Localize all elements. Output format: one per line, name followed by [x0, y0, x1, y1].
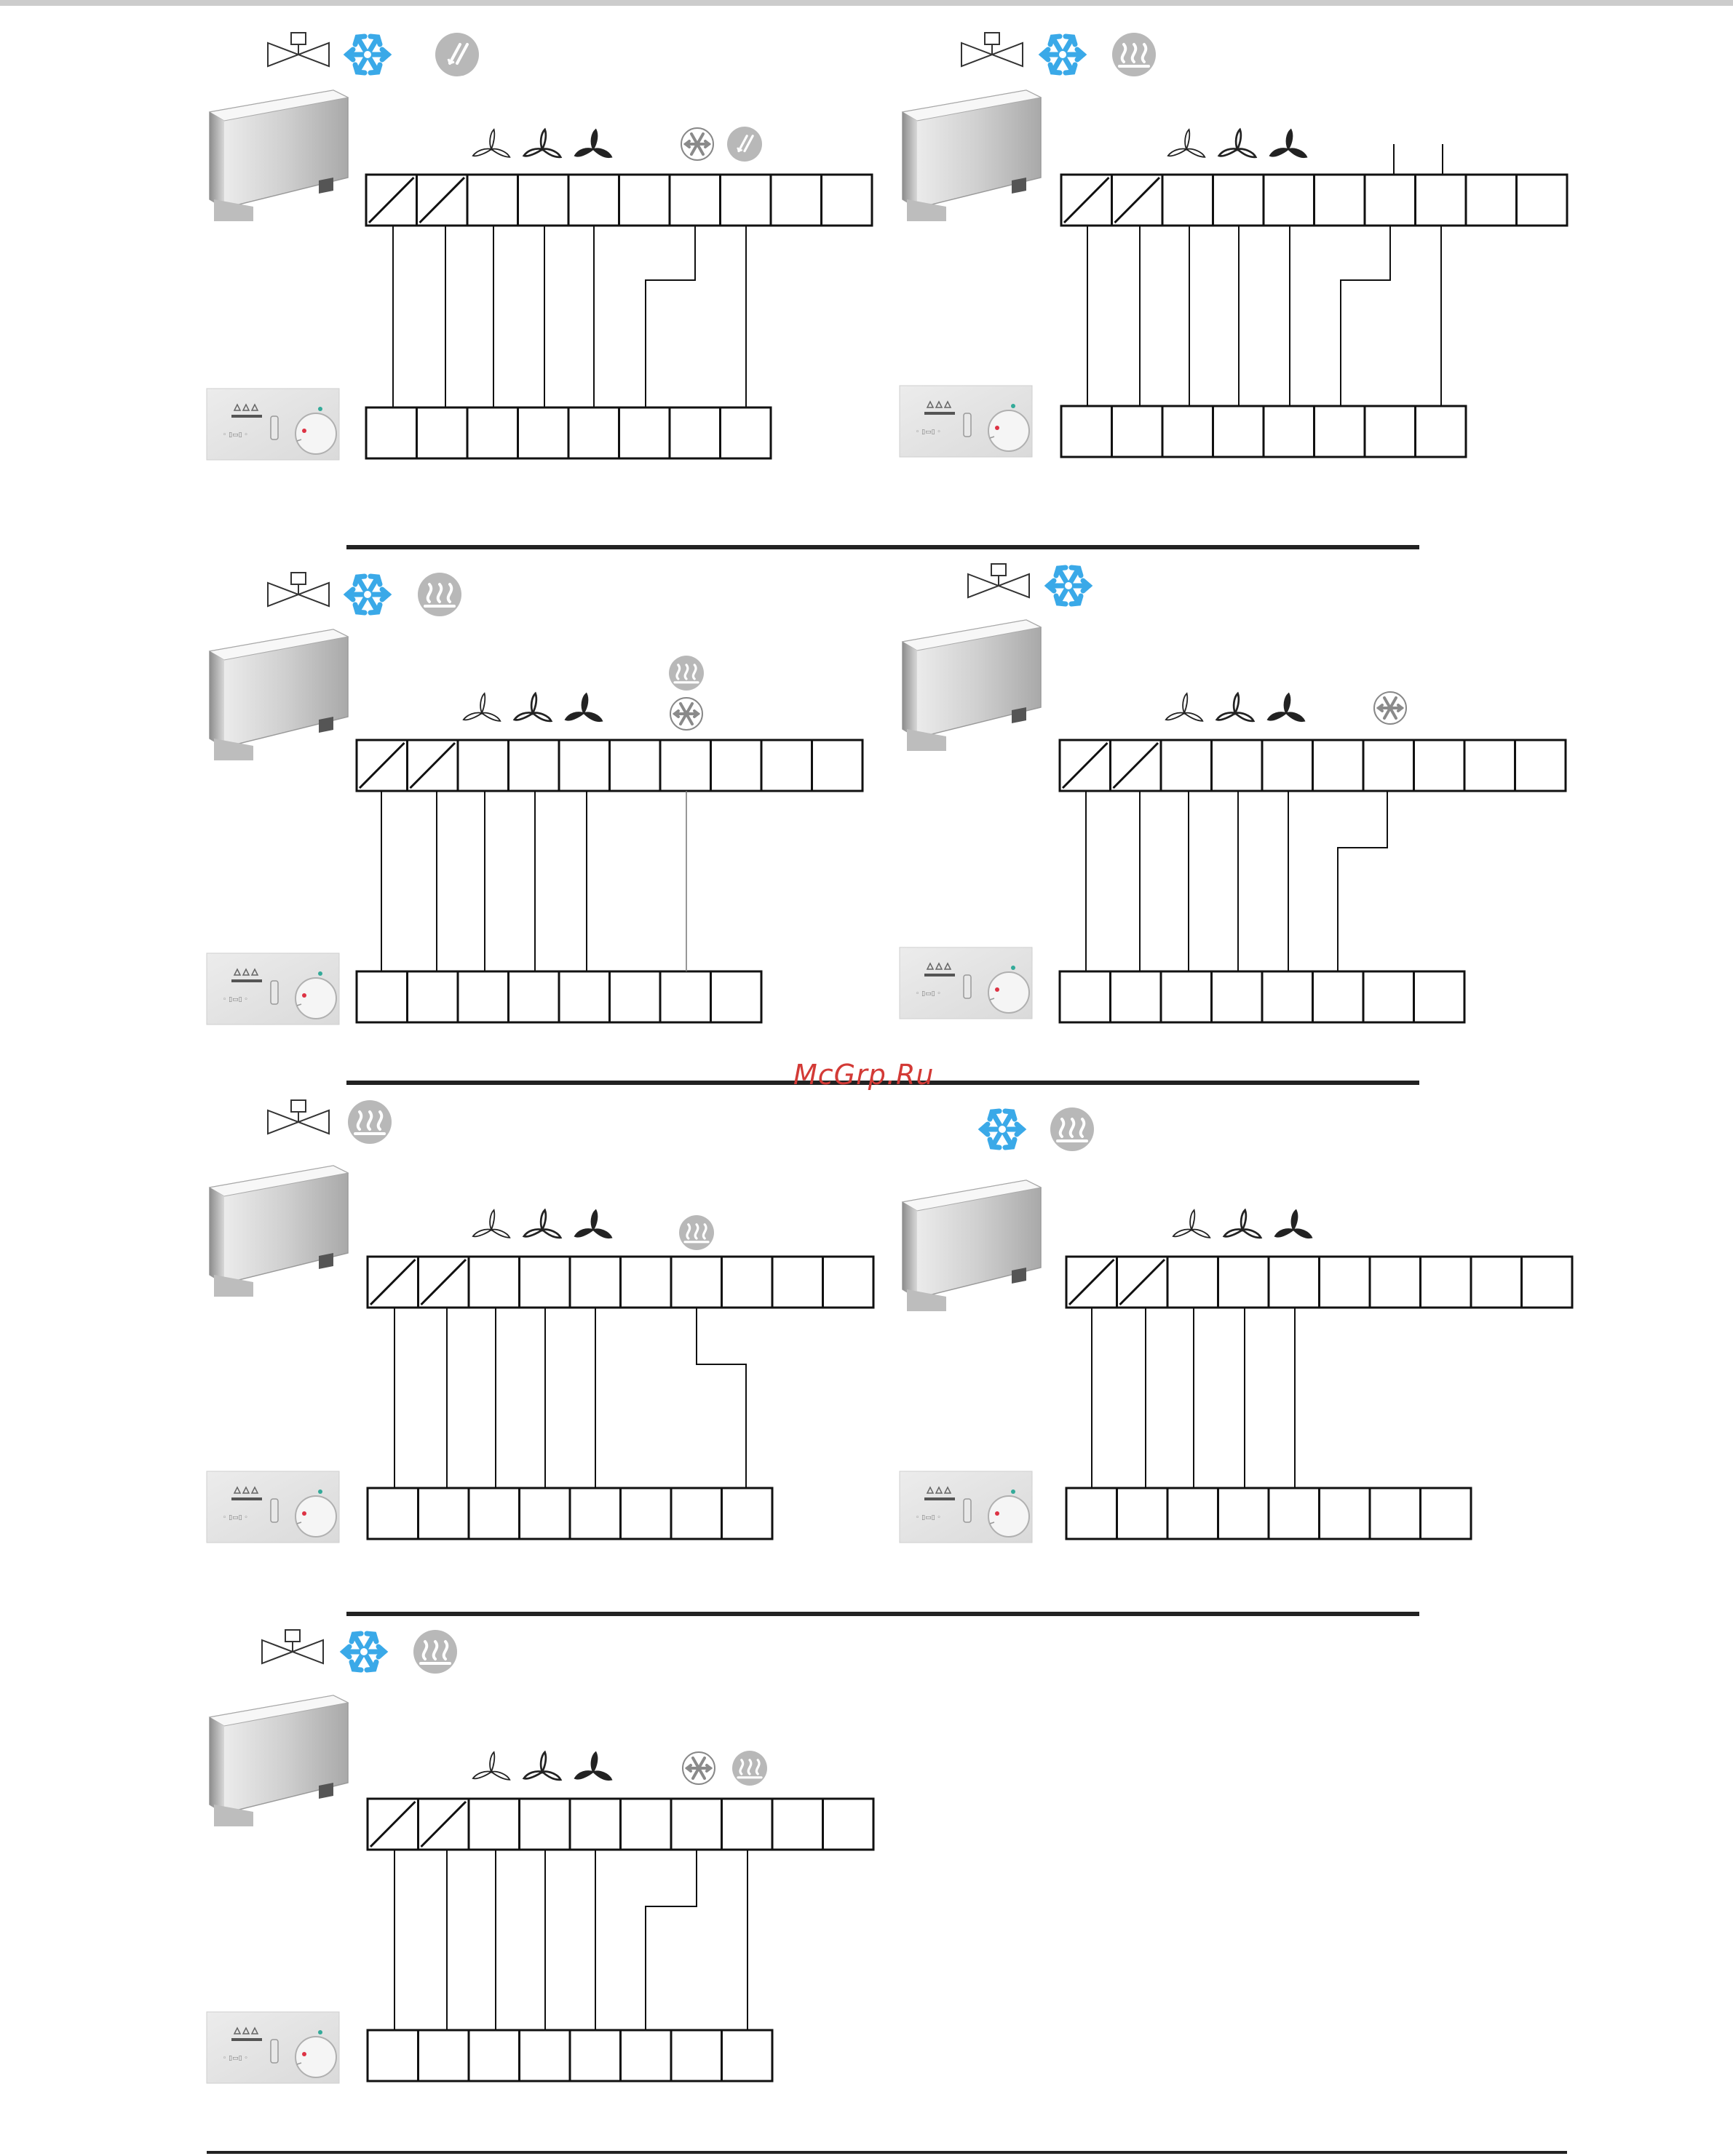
- terminal-bottom: [458, 971, 509, 1022]
- terminal-bottom: [711, 971, 762, 1022]
- fan-coil-unit-image: [903, 90, 1041, 221]
- terminal-bottom: [621, 2030, 672, 2081]
- snowflake-icon: [347, 576, 388, 613]
- heating-coil-icon: [1112, 33, 1156, 76]
- terminal-top: [1161, 740, 1212, 791]
- wire: [697, 1308, 746, 1488]
- terminal-bottom: [1416, 406, 1467, 457]
- terminal-block-top: [1060, 740, 1566, 791]
- terminal-top: [469, 1799, 520, 1850]
- terminal-bottom: [660, 971, 711, 1022]
- terminal-bottom: [467, 407, 518, 458]
- terminal-bottom: [1421, 1488, 1472, 1539]
- terminal-bottom: [518, 407, 569, 458]
- terminal-bottom: [570, 2030, 621, 2081]
- terminal-bottom: [671, 1488, 722, 1539]
- terminal-top: [660, 740, 711, 791]
- terminal-bottom: [610, 971, 661, 1022]
- terminal-bottom: [469, 1488, 520, 1539]
- terminal-block-bottom: [366, 407, 771, 458]
- fan-coil-unit-image: [903, 1180, 1041, 1311]
- valve-icon: [268, 33, 329, 66]
- terminal-top: [1212, 740, 1263, 791]
- valve-icon: [268, 1100, 329, 1134]
- terminal-bottom: [520, 1488, 571, 1539]
- terminal-bottom: [1112, 406, 1163, 457]
- terminal-top: [1522, 1257, 1573, 1308]
- terminal-bottom: [619, 407, 670, 458]
- terminal-top: [1370, 1257, 1421, 1308]
- wiring-diagram-d4: [900, 564, 1566, 1022]
- terminal-top: [1421, 1257, 1472, 1308]
- heating-coil-icon: [348, 1100, 392, 1144]
- terminal-bottom: [357, 971, 408, 1022]
- terminal-top: [711, 740, 762, 791]
- terminal-bottom: [722, 2030, 773, 2081]
- thermostat-panel-image: [207, 953, 339, 1025]
- terminal-top: [621, 1257, 672, 1308]
- terminal-bottom: [559, 971, 610, 1022]
- fan-speed-3-icon: [566, 693, 602, 721]
- terminal-top: [1262, 740, 1313, 791]
- terminal-bottom: [1262, 971, 1313, 1022]
- heating-coil-icon: [679, 1215, 714, 1250]
- snowflake-icon: [982, 1111, 1023, 1147]
- thermostat-panel-image: [900, 386, 1032, 457]
- fan-speed-1-icon: [1166, 693, 1202, 721]
- terminal-bottom: [671, 2030, 722, 2081]
- electric-heater-icon: [727, 127, 762, 162]
- wiring-diagram-d5: [207, 1100, 873, 1543]
- terminal-bottom: [368, 2030, 419, 2081]
- terminal-bottom: [1320, 1488, 1371, 1539]
- terminal-top: [621, 1799, 672, 1850]
- valve-icon: [262, 1630, 323, 1663]
- fan-speed-2-icon: [524, 130, 560, 157]
- wiring-diagram-d1: [207, 33, 872, 460]
- terminal-bottom: [670, 407, 721, 458]
- terminal-bottom: [520, 2030, 571, 2081]
- snowflake-grey-icon: [1374, 692, 1406, 724]
- fan-speed-2-icon: [524, 1752, 560, 1780]
- terminal-top: [1269, 1257, 1320, 1308]
- fan-speed-2-icon: [515, 693, 551, 721]
- terminal-block-top: [357, 740, 862, 791]
- terminal-bottom: [1162, 406, 1213, 457]
- snowflake-grey-icon: [683, 1752, 715, 1784]
- wire: [646, 226, 695, 407]
- terminal-top: [559, 740, 610, 791]
- wiring-diagrams-page: ◦ ▯▭▯ ◦: [0, 0, 1733, 2156]
- terminal-bottom: [621, 1488, 672, 1539]
- heating-coil-icon: [669, 656, 704, 691]
- terminal-bottom: [419, 1488, 469, 1539]
- terminal-bottom: [1117, 1488, 1168, 1539]
- terminal-bottom: [1218, 1488, 1269, 1539]
- terminal-top: [1167, 1257, 1218, 1308]
- terminal-bottom: [1213, 406, 1264, 457]
- wire: [1341, 226, 1390, 406]
- terminal-top: [1414, 740, 1465, 791]
- thermostat-panel-image: [207, 389, 339, 460]
- terminal-bottom: [1313, 971, 1364, 1022]
- terminal-top: [518, 175, 569, 226]
- terminal-top: [761, 740, 812, 791]
- thermostat-panel-image: [900, 1471, 1032, 1543]
- terminal-top: [1313, 740, 1364, 791]
- wiring-diagram-d6: [900, 1107, 1572, 1543]
- terminal-top: [1213, 175, 1264, 226]
- terminal-block-bottom: [1060, 971, 1464, 1022]
- heating-coil-icon: [732, 1751, 767, 1786]
- fan-coil-unit-image: [903, 620, 1041, 751]
- fan-speed-2-icon: [1219, 130, 1256, 157]
- fan-speed-1-icon: [1168, 130, 1205, 157]
- heating-coil-icon: [413, 1630, 457, 1674]
- terminal-bottom: [1111, 971, 1162, 1022]
- terminal-top: [771, 175, 822, 226]
- terminal-bottom: [509, 971, 560, 1022]
- terminal-block-bottom: [1066, 1488, 1471, 1539]
- terminal-top: [1365, 175, 1416, 226]
- terminal-top: [467, 175, 518, 226]
- terminal-top: [772, 1799, 823, 1850]
- terminal-top: [1264, 175, 1314, 226]
- fan-speed-3-icon: [575, 130, 611, 157]
- terminal-top: [1515, 740, 1566, 791]
- terminal-bottom: [1314, 406, 1365, 457]
- wiring-diagram-d3: [207, 573, 862, 1025]
- fan-speed-1-icon: [473, 130, 509, 157]
- terminal-bottom: [1264, 406, 1314, 457]
- terminal-top: [822, 175, 873, 226]
- terminal-bottom: [1212, 971, 1263, 1022]
- fan-speed-2-icon: [524, 1210, 560, 1238]
- fan-coil-unit-image: [210, 629, 348, 760]
- fan-coil-unit-image: [210, 1695, 348, 1826]
- fan-speed-1-icon: [1173, 1210, 1210, 1238]
- terminal-block-bottom: [368, 2030, 772, 2081]
- wiring-diagram-d7: [207, 1630, 873, 2083]
- terminal-block-bottom: [368, 1488, 772, 1539]
- fan-speed-3-icon: [575, 1210, 611, 1238]
- snowflake-grey-icon: [681, 128, 713, 160]
- terminal-bottom: [368, 1488, 419, 1539]
- snowflake-icon: [1048, 568, 1089, 604]
- terminal-top: [1162, 175, 1213, 226]
- terminal-bottom: [568, 407, 619, 458]
- terminal-top: [812, 740, 863, 791]
- terminal-top: [772, 1257, 823, 1308]
- snowflake-icon: [1042, 36, 1083, 73]
- terminal-top: [722, 1257, 773, 1308]
- terminal-bottom: [1370, 1488, 1421, 1539]
- fan-speed-3-icon: [1275, 1210, 1312, 1238]
- terminal-top: [520, 1257, 571, 1308]
- top-rule: [0, 0, 1733, 6]
- terminal-bottom: [366, 407, 417, 458]
- fan-speed-3-icon: [1268, 693, 1304, 721]
- terminal-top: [1471, 1257, 1522, 1308]
- thermostat-panel-image: [207, 1471, 339, 1543]
- terminal-top: [721, 175, 772, 226]
- terminal-top: [570, 1257, 621, 1308]
- terminal-block-top: [366, 175, 872, 226]
- terminal-top: [568, 175, 619, 226]
- terminal-bottom: [1365, 406, 1416, 457]
- terminal-bottom: [570, 1488, 621, 1539]
- fan-speed-1-icon: [464, 693, 500, 721]
- terminal-top: [823, 1799, 874, 1850]
- fan-speed-3-icon: [575, 1752, 611, 1780]
- thermostat-panel-image: [207, 2012, 339, 2083]
- watermark: McGrp.Ru: [793, 1059, 935, 1091]
- snowflake-icon: [344, 1634, 384, 1670]
- terminal-top: [619, 175, 670, 226]
- terminal-bottom: [1066, 1488, 1117, 1539]
- valve-icon: [968, 564, 1029, 597]
- terminal-block-top: [368, 1799, 873, 1850]
- heating-coil-icon: [418, 573, 461, 616]
- terminal-top: [509, 740, 560, 791]
- snowflake-grey-icon: [670, 698, 702, 730]
- terminal-top: [1517, 175, 1568, 226]
- terminal-bottom: [1061, 406, 1112, 457]
- terminal-top: [520, 1799, 571, 1850]
- wire: [646, 1850, 697, 2030]
- thermostat-panel-image: [900, 947, 1032, 1019]
- terminal-bottom: [1269, 1488, 1320, 1539]
- terminal-top: [670, 175, 721, 226]
- terminal-top: [823, 1257, 874, 1308]
- fan-speed-1-icon: [473, 1752, 509, 1780]
- snowflake-icon: [347, 36, 388, 73]
- fan-coil-unit-image: [210, 1166, 348, 1297]
- terminal-bottom: [408, 971, 459, 1022]
- wire: [1338, 791, 1387, 971]
- terminal-top: [722, 1799, 773, 1850]
- terminal-block-top: [1061, 175, 1567, 226]
- valve-icon: [268, 573, 329, 606]
- terminal-bottom: [1060, 971, 1111, 1022]
- terminal-block-top: [368, 1257, 873, 1308]
- terminal-top: [1218, 1257, 1269, 1308]
- fan-speed-2-icon: [1217, 693, 1253, 721]
- terminal-bottom: [417, 407, 468, 458]
- terminal-bottom: [722, 1488, 773, 1539]
- terminal-bottom: [1363, 971, 1414, 1022]
- terminal-top: [671, 1799, 722, 1850]
- wiring-diagram-d2: [900, 33, 1567, 457]
- terminal-top: [610, 740, 661, 791]
- terminal-top: [1466, 175, 1517, 226]
- fan-speed-1-icon: [473, 1210, 509, 1238]
- terminal-bottom: [1161, 971, 1212, 1022]
- terminal-block-bottom: [357, 971, 761, 1022]
- terminal-top: [469, 1257, 520, 1308]
- terminal-top: [1464, 740, 1515, 791]
- terminal-top: [1416, 175, 1467, 226]
- heating-coil-icon: [1050, 1107, 1094, 1151]
- electric-heater-icon: [435, 33, 479, 76]
- terminal-top: [458, 740, 509, 791]
- fan-speed-3-icon: [1270, 130, 1306, 157]
- terminal-block-top: [1066, 1257, 1572, 1308]
- terminal-top: [1314, 175, 1365, 226]
- fan-speed-2-icon: [1224, 1210, 1261, 1238]
- terminal-top: [570, 1799, 621, 1850]
- terminal-bottom: [469, 2030, 520, 2081]
- terminal-top: [1320, 1257, 1371, 1308]
- terminal-block-bottom: [1061, 406, 1466, 457]
- valve-icon: [961, 33, 1023, 66]
- fan-coil-unit-image: [210, 90, 348, 221]
- terminal-bottom: [419, 2030, 469, 2081]
- terminal-bottom: [1167, 1488, 1218, 1539]
- terminal-top: [671, 1257, 722, 1308]
- terminal-top: [1363, 740, 1414, 791]
- terminal-bottom: [1414, 971, 1465, 1022]
- terminal-bottom: [721, 407, 772, 458]
